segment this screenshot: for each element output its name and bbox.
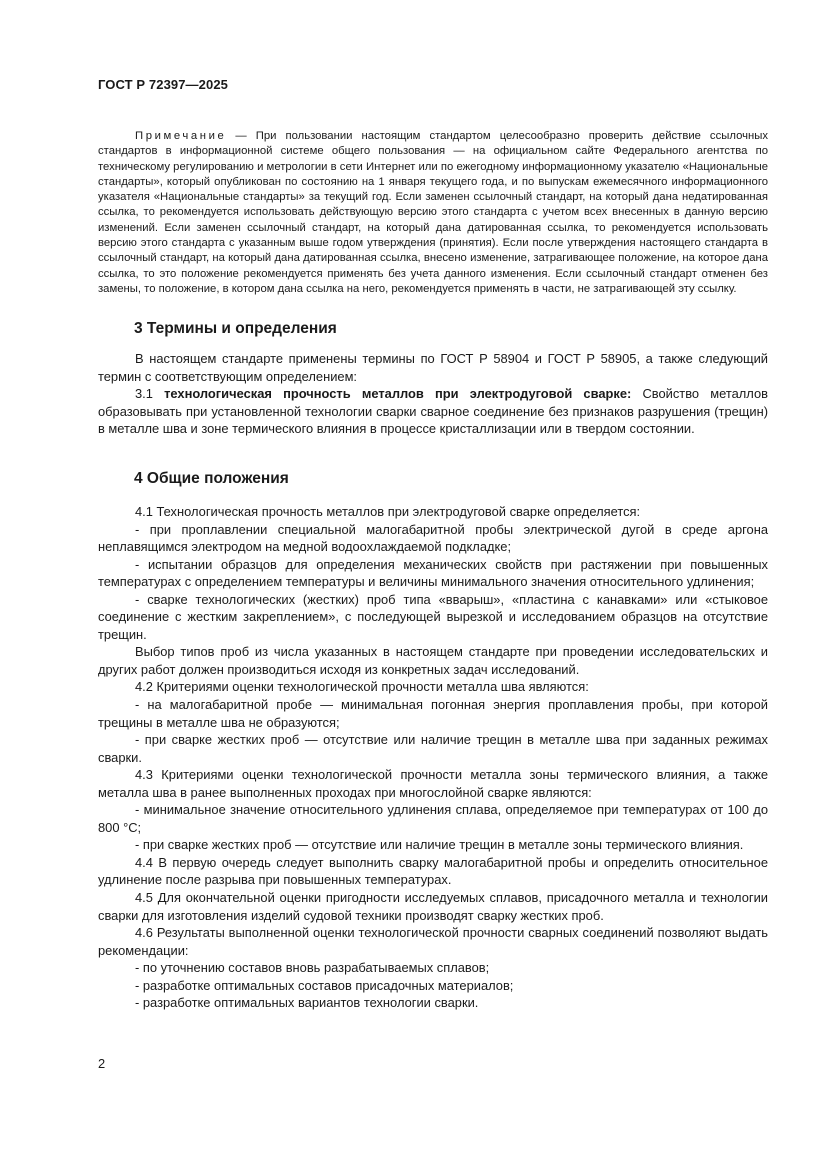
term-number: 3.1 <box>135 386 165 402</box>
paragraph: Выбор типов проб из числа указанных в настоящем стандарте при проведении исследовательских и других работ должен производиться исходя из конкретных задач исследований. <box>98 644 768 677</box>
paragraph-4-2: 4.2 Критериями оценки технологической прочности металла шва являются: <box>135 679 589 695</box>
list-item: - сварке технологических (жестких) проб типа «вварыш», «пластина с канавками» или «стыковое соединение с жестким закреплением», с последующей вырезкой и исследованием образцов на отсутствие трещин. <box>98 591 768 642</box>
paragraph-4-4: 4.4 В первую очередь следует выполнить сварку малогабаритной пробы и определить относительное удлинение после разрыва при повышенных температурах. <box>98 854 768 888</box>
list-item: - минимальное значение относительного удлинения сплава, определяемое при температурах от 100 до 800 °С; <box>98 802 768 835</box>
paragraph-4-6: 4.6 Результаты выполненной оценки технологической прочности сварных соединений позволяют выдать рекомендации: <box>98 925 768 958</box>
term-definition: Свойство металлов образовывать при установленной технологии сварки сварное соединение без признаков разрушения (трещин) в металле шва и зоне термического влияния в процессе кристаллизации или в твердом состоянии. <box>98 386 768 437</box>
list-item: - по уточнению составов вновь разрабатываемых сплавов; <box>135 960 490 976</box>
note-label: Примечание <box>135 130 227 142</box>
term-3-1 <box>98 385 768 438</box>
list-item: - разработке оптимальных составов присадочных материалов; <box>135 977 514 993</box>
paragraph-4-5: 4.5 Для окончательной оценки пригодности исследуемых сплавов, присадочного металла и технологии сварки для изготовления изделий судовой техники производят сварку жестких проб. <box>98 890 768 923</box>
section-3-heading: 3 Термины и определения <box>134 320 337 337</box>
section-3-intro: В настоящем стандарте применены термины по ГОСТ Р 58904 и ГОСТ Р 58905, а также следующий термин с соответствующим определением: <box>98 351 768 384</box>
document-header: ГОСТ Р 72397—2025 <box>98 77 228 92</box>
note-paragraph <box>98 129 768 297</box>
list-item: - при сварке жестких проб — отсутствие или наличие трещин в металле зоны термического влияния. <box>135 837 744 853</box>
page-number: 2 <box>98 1056 106 1071</box>
section-4-heading: 4 Общие положения <box>134 470 289 487</box>
section-4-body <box>98 503 768 1012</box>
list-item: - при проплавлении специальной малогабаритной пробы электрической дугой в среде аргона неплавящимся электродом на медной водоохлаждаемой подкладке; <box>98 521 768 555</box>
list-item: - при сварке жестких проб — отсутствие или наличие трещин в металле шва при заданных режимах сварки. <box>98 732 768 765</box>
note-text: — При пользовании настоящим стандартом целесообразно проверить действие ссылочных стандартов в информационной системе общего пользования — на официальном сайте Федерального агентства по техническому регулированию и метрологии в сети Интернет или по ежегодному информационному указателю «Национальные стандарты», который опубликован по состоянию на 1 января текущего года, и по выпускам ежемесячного информационного указателя «Национальные стандарты» за текущий год. Если заменен ссылочный стандарт, на который дана недатированная ссылка, то рекомендуется использовать действующую версию этого стандарта с учетом всех внесенных в данную версию изменений. Если заменен ссылочный стандарт, на который дана датированная ссылка, то рекомендуется использовать версию этого стандарта с указанным выше годом утверждения (принятия). Если после утверждения настоящего стандарта в ссылочный стандарт, на который дана датированная ссылка, внесено изменение, затрагивающее положение, на которое дана ссылка, то это положение рекомендуется применять без учета данного изменения. Если ссылочный стандарт отменен без замены, то положение, в котором дана ссылка на него, рекомендуется применять в части, не затрагивающей эту ссылку. <box>98 130 768 295</box>
list-item: - испытании образцов для определения механических свойств при растяжении при повышенных температурах с определением температуры и величины минимального значения относительного удлинения; <box>98 556 768 590</box>
section-3-body <box>98 350 768 438</box>
list-item: - на малогабаритной пробе — минимальная погонная энергия проплавления пробы, при которой трещины в металле шва не образуются; <box>98 697 768 730</box>
list-item: - разработке оптимальных вариантов технологии сварки. <box>135 995 479 1011</box>
paragraph-4-1: 4.1 Технологическая прочность металлов при электродуговой сварке определяется: <box>135 504 641 519</box>
term-title: технологическая прочность металлов при электродуговой сварке: <box>164 386 632 402</box>
paragraph-4-3: 4.3 Критериями оценки технологической прочности металла зоны термического влияния, а также металла шва в ранее выполненных проходах при многослойной сварке являются: <box>98 767 768 800</box>
